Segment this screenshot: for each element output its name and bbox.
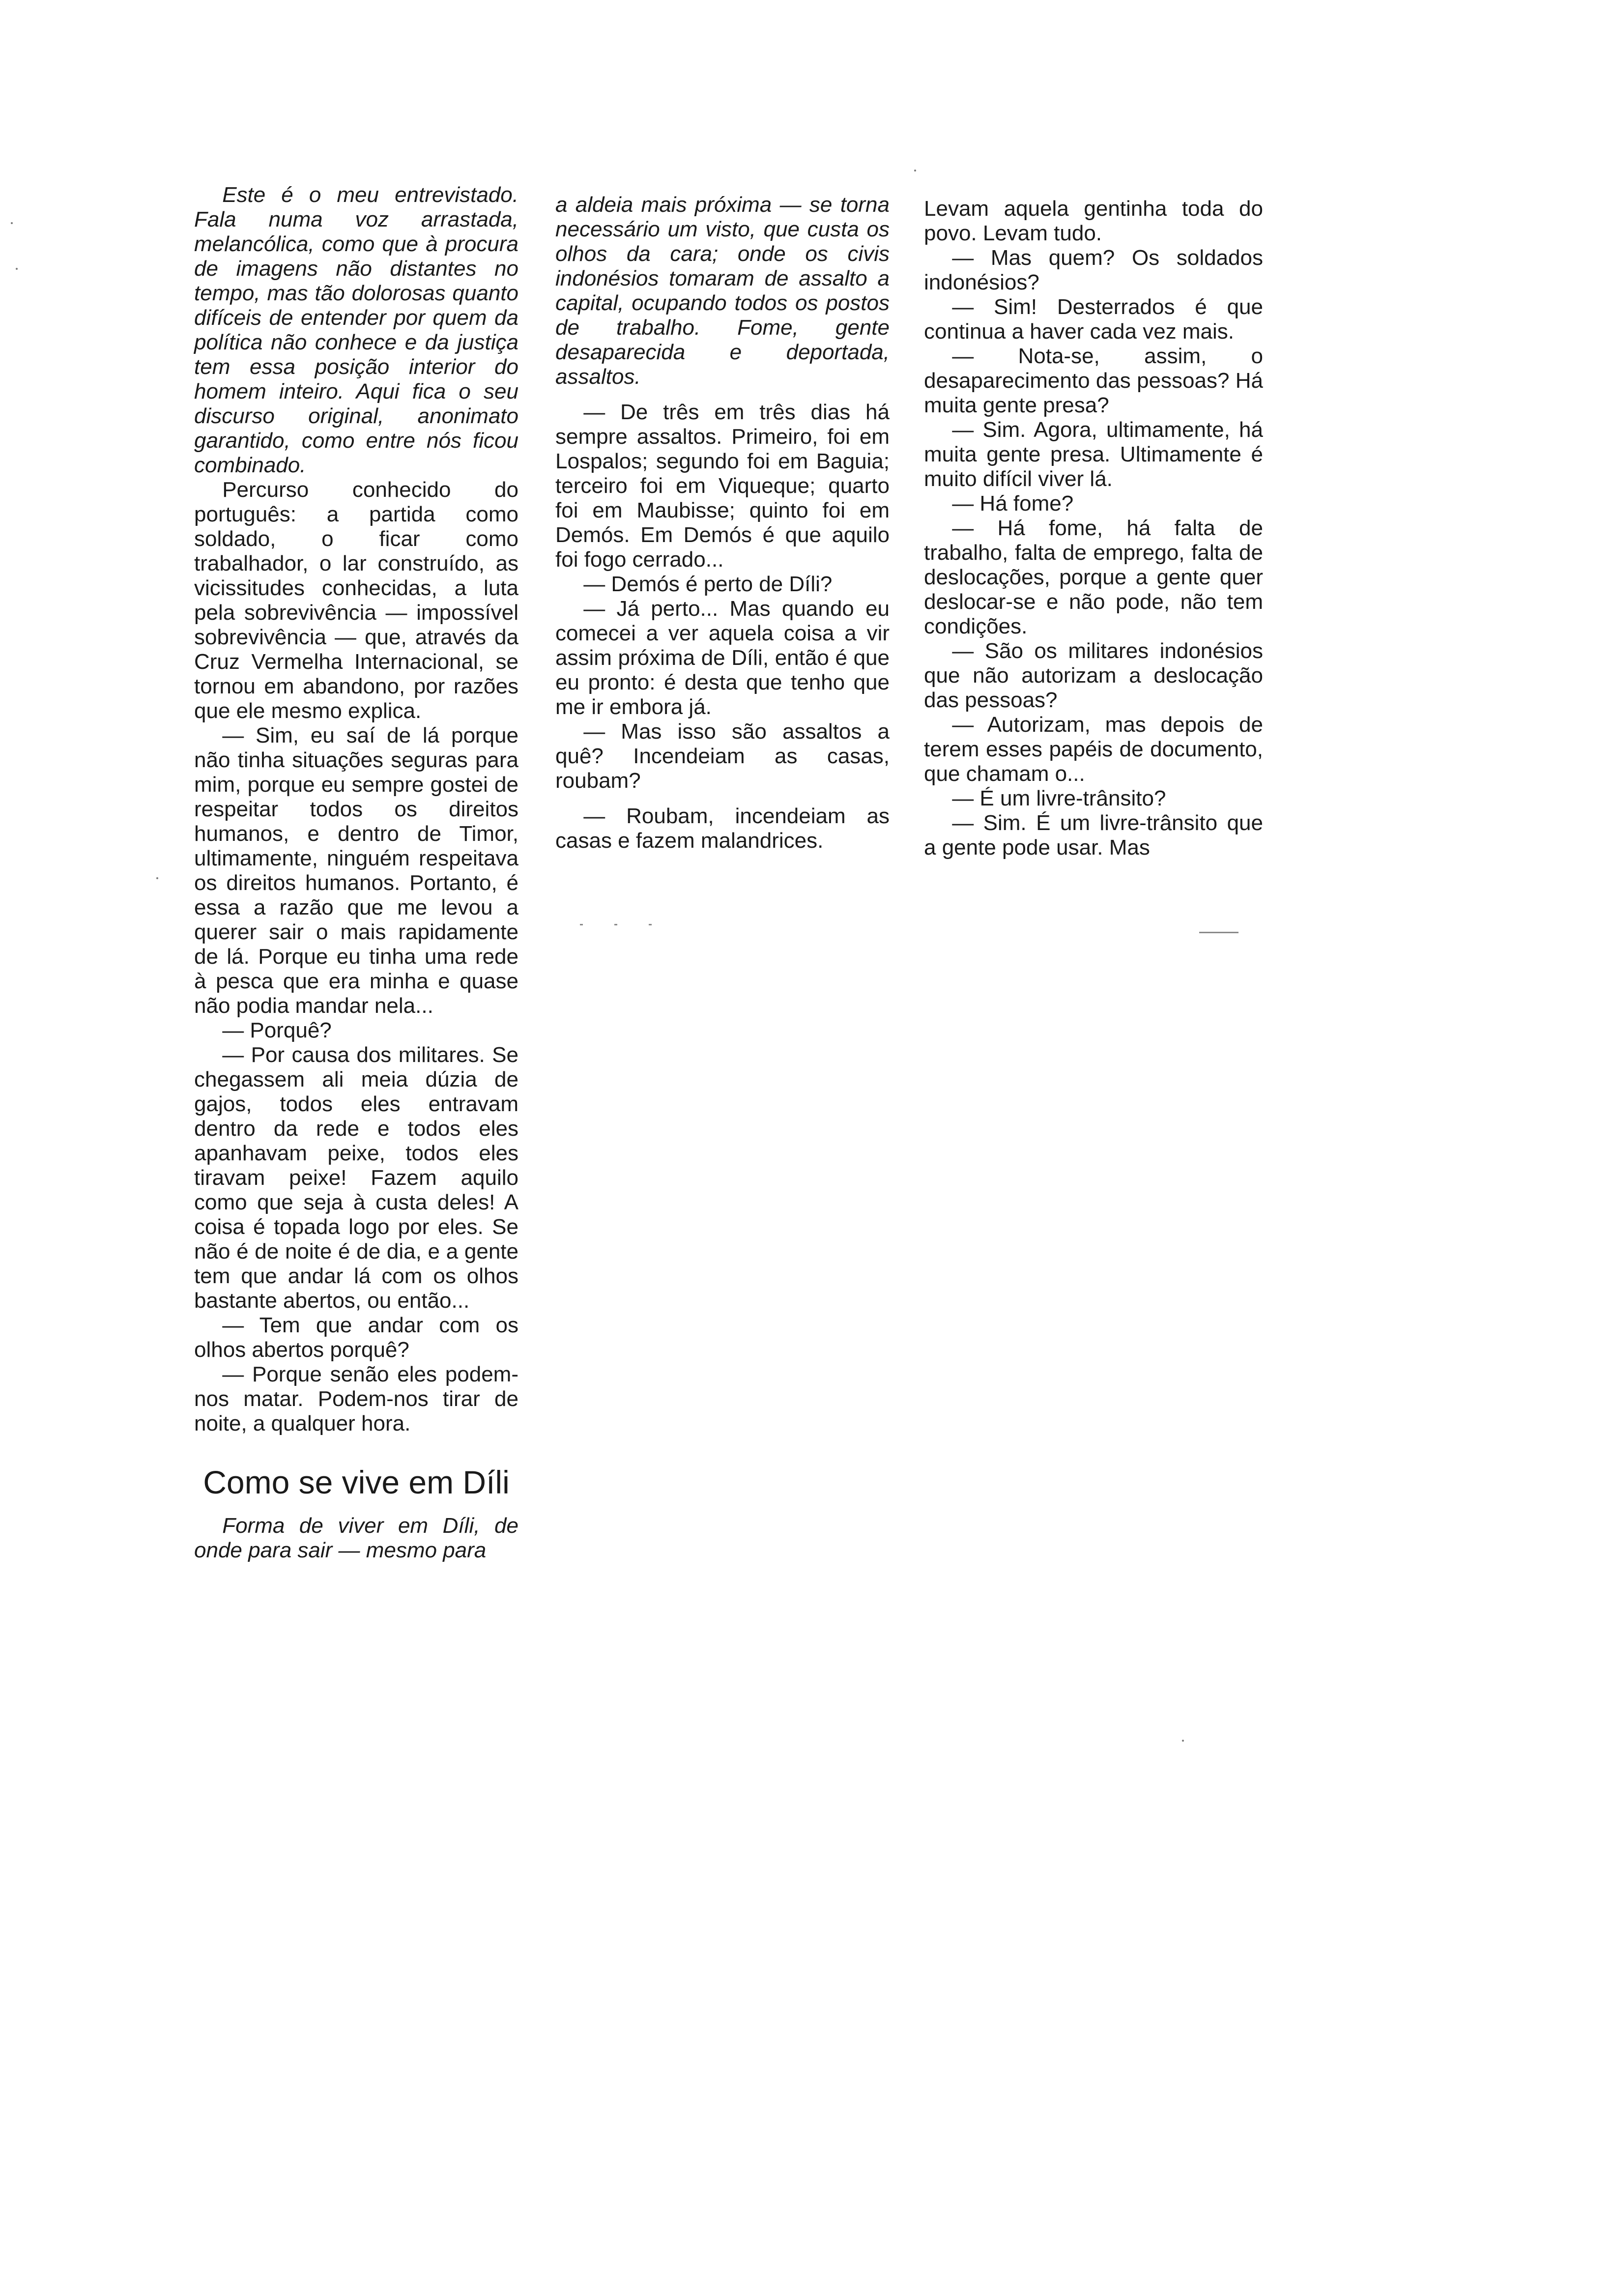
interview-answer: — Sim. É um livre-trânsito que a gente pode usar. Mas xyxy=(924,811,1263,860)
article-intro: Este é o meu entrevistado. Fala numa voz arrastada, melancólica, como que à procura de imagens não distantes no tempo, mas tão dolorosas quanto difíceis de entender por quem da política não conhece e da justiça tem essa posição interior do homem inteiro. Aqui fica o seu discurso original, anonimato garantido, como entre nós ficou combinado. xyxy=(194,183,518,477)
section-subheading: Como se vive em Díli xyxy=(203,1464,510,1500)
interview-answer: — Sim. Agora, ultimamente, há muita gente presa. Ultimamente é muito difícil viver lá. xyxy=(924,418,1263,491)
scan-mark xyxy=(1199,932,1238,933)
scan-speck xyxy=(914,170,916,172)
interview-question: — Nota-se, assim, o desaparecimento das pessoas? Há muita gente presa? xyxy=(924,344,1263,417)
interview-question: — É um livre-trânsito? xyxy=(952,786,1166,810)
interview-question: — Mas isso são assaltos a quê? Incendeiam as casas, roubam? xyxy=(555,719,890,793)
scan-speck xyxy=(11,222,13,224)
article-paragraph: Percurso conhecido do português: a partida como soldado, o ficar como trabalhador, o lar construído, as vicissitudes conhecidas, a luta pela sobrevivência — impossível sobrevivência — que, através da Cruz Vermelha Internacional, se tornou em abandono, por razões que ele mesmo explica. xyxy=(194,478,518,723)
section-lead: Forma de viver em Díli, de onde para sair — mesmo para xyxy=(194,1514,518,1562)
scan-mark xyxy=(614,924,617,925)
interview-question: — Mas quem? Os soldados indonésios? xyxy=(924,246,1263,294)
scan-speck xyxy=(1182,1740,1184,1742)
interview-question: — São os militares indonésios que não autorizam a deslocação das pessoas? xyxy=(924,639,1263,712)
interview-answer: — Autorizam, mas depois de terem esses papéis de documento, que chamam o... xyxy=(924,713,1263,786)
interview-answer: — Há fome, há falta de trabalho, falta de emprego, falta de deslocações, porque a gente quer deslocar-se e não pode, não tem condições. xyxy=(924,516,1263,638)
article-column-1 xyxy=(194,183,518,1563)
interview-question: — Porquê? xyxy=(222,1018,332,1042)
interview-question: — Há fome? xyxy=(952,491,1074,516)
article-column-2 xyxy=(555,193,890,853)
interview-answer: — Sim! Desterrados é que continua a haver cada vez mais. xyxy=(924,295,1263,344)
scan-speck xyxy=(156,877,158,879)
interview-answer-continued: Levam aquela gentinha toda do povo. Levam tudo. xyxy=(924,197,1263,245)
scan-speck xyxy=(16,268,18,270)
interview-question: — Demós é perto de Díli? xyxy=(583,572,833,596)
interview-answer: — Porque senão eles podem-nos matar. Podem-nos tirar de noite, a qualquer hora. xyxy=(194,1362,518,1435)
interview-answer: — De três em três dias há sempre assaltos. Primeiro, foi em Lospalos; segundo foi em Baguia; terceiro foi em Viqueque; quarto foi em Maubisse; quinto foi em Demós. Em Demós é que aquilo foi fogo cerrado... xyxy=(555,400,890,572)
scan-mark xyxy=(580,924,583,925)
interview-question: — Tem que andar com os olhos abertos porquê? xyxy=(194,1313,518,1362)
scan-mark xyxy=(649,924,652,925)
section-lead-continued: a aldeia mais próxima — se torna necessário um visto, que custa os olhos da cara; onde os civis indonésios tomaram de assalto a capital, ocupando todos os postos de trabalho. Fome, gente desaparecida e deportada, assaltos. xyxy=(555,193,890,389)
interview-answer: — Já perto... Mas quando eu comecei a ver aquela coisa a vir assim próxima de Díli, então é que eu pronto: é desta que tenho que me ir embora já. xyxy=(555,597,890,719)
interview-answer: — Por causa dos militares. Se chegassem ali meia dúzia de gajos, todos eles entravam dentro da rede e todos eles apanhavam peixe, todos eles tiravam peixe! Fazem aquilo como que seja à custa deles! A coisa é topada logo por eles. Se não é de noite é de dia, e a gente tem que andar lá com os olhos bastante abertos, ou então... xyxy=(194,1043,518,1313)
article-column-3 xyxy=(924,197,1263,860)
article-paragraph: — Sim, eu saí de lá porque não tinha situações seguras para mim, porque eu sempre gostei de respeitar todos os direitos humanos, e dentro de Timor, ultimamente, ninguém respeitava os direitos humanos. Portanto, é essa a razão que me levou a querer sair o mais rapidamente de lá. Porque eu tinha uma rede à pesca que era minha e quase não podia mandar nela... xyxy=(194,723,518,1018)
interview-answer: — Roubam, incendeiam as casas e fazem malandrices. xyxy=(555,804,890,853)
